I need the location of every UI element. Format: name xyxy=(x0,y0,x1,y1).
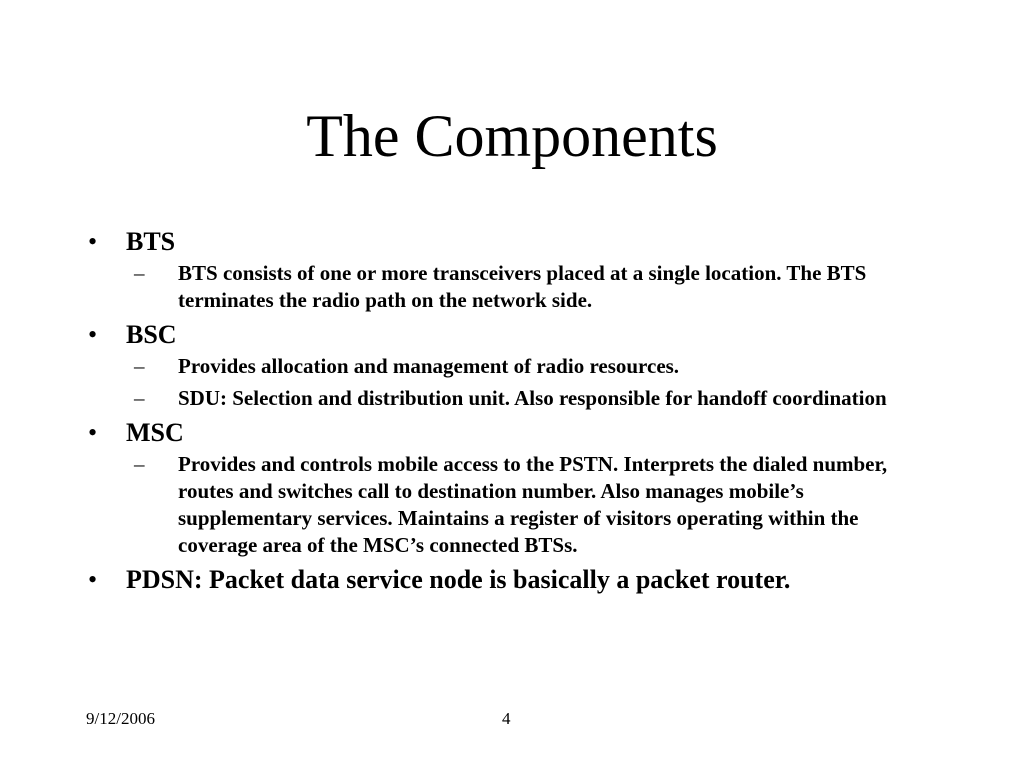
sub-bullet xyxy=(134,260,918,314)
sub-bullet-text: Provides allocation and management of radio resources. xyxy=(178,354,680,378)
sub-bullet xyxy=(134,451,918,559)
sub-bullet xyxy=(134,385,918,412)
sub-bullet-text: BTS consists of one or more transceivers placed at a single location. The BTS terminates the radio path on the network side. xyxy=(178,261,867,312)
bullet-heading: MSC xyxy=(126,418,184,447)
bullet-heading: BSC xyxy=(126,320,177,349)
bullet-pdsn xyxy=(88,564,918,596)
sub-bullet-marker: – xyxy=(134,261,145,285)
bullet-bts xyxy=(88,226,918,314)
sub-bullet-marker: – xyxy=(134,452,145,476)
footer-date: 9/12/2006 xyxy=(86,709,155,728)
slide-title: The Components xyxy=(306,103,718,169)
bullet-msc xyxy=(88,417,918,559)
sub-bullet-marker: – xyxy=(134,354,145,378)
bullet-heading: BTS xyxy=(126,227,176,256)
slide-body xyxy=(88,226,918,600)
bullet-bsc xyxy=(88,319,918,412)
sub-bullet xyxy=(134,353,918,380)
bullet-marker: • xyxy=(88,418,98,447)
bullet-marker: • xyxy=(88,227,98,256)
sub-bullet-marker: – xyxy=(134,386,145,410)
sub-bullet-text: SDU: Selection and distribution unit. Also responsible for handoff coordination xyxy=(178,386,887,410)
sub-bullet-text: Provides and controls mobile access to the PSTN. Interprets the dialed number, routes and switches call to destination number. Also manages mobile’s supplementary services. Maintains a register of visitors operating within the coverage area of the MSC’s connected BTSs. xyxy=(178,452,888,557)
bullet-marker: • xyxy=(88,320,98,349)
bullet-marker: • xyxy=(88,565,98,594)
page-number: 4 xyxy=(502,709,511,728)
bullet-heading: PDSN: Packet data service node is basically a packet router. xyxy=(126,565,791,594)
